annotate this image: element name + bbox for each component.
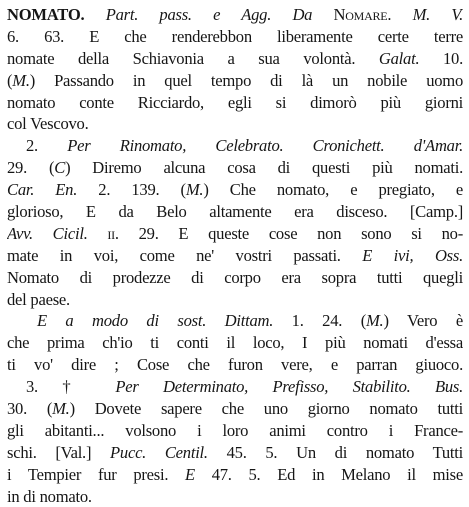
italic-text: Car. En. bbox=[7, 180, 78, 200]
bold-text: NOMATO. bbox=[7, 5, 85, 24]
entry-line bbox=[7, 70, 463, 92]
plain-text: ) Che nomato, e pregiato, e bbox=[203, 180, 463, 200]
entry-line bbox=[7, 223, 463, 245]
italic-text: M. bbox=[12, 70, 30, 90]
plain-text: del paese. bbox=[7, 289, 70, 309]
plain-text: i Tempier fur presi. bbox=[7, 464, 186, 484]
plain-text: in di nomato. bbox=[7, 486, 92, 506]
plain-text: 29. ( bbox=[7, 158, 55, 178]
entry-line bbox=[7, 4, 463, 26]
italic-text: M. bbox=[52, 399, 70, 419]
plain-text: col Vescovo. bbox=[7, 114, 89, 134]
entry-line bbox=[7, 332, 463, 354]
entry-line bbox=[7, 310, 463, 332]
plain-text: 3. † bbox=[26, 377, 116, 397]
plain-text: 6. 63. E che renderebbon liberamente certe terre bbox=[7, 26, 463, 46]
italic-text: E a modo di sost. Dittam. bbox=[37, 311, 274, 331]
entry-line bbox=[7, 486, 463, 507]
entry-line bbox=[7, 201, 463, 223]
italic-text: M. V. bbox=[412, 5, 463, 24]
entry-line bbox=[7, 135, 463, 157]
plain-text bbox=[84, 5, 105, 24]
plain-text: nomate della Schiavonia a sua volontà. bbox=[7, 48, 379, 68]
entry-line bbox=[7, 376, 463, 398]
plain-text: ti vo' dire ; Cose che furon vere, e parran giuoco. bbox=[7, 355, 463, 375]
plain-text: Nomato di prodezze di corpo era sopra tutti quegli bbox=[7, 267, 463, 287]
entry-line bbox=[7, 92, 463, 114]
plain-text: gli abitanti... volsono i loro animi contro i France- bbox=[7, 420, 463, 440]
italic-text: E bbox=[185, 464, 195, 484]
italic-text: Part. pass. e Agg. Da bbox=[105, 5, 334, 24]
plain-text: ( bbox=[7, 70, 13, 90]
plain-text: mate in voi, come ne' vostri passati. bbox=[7, 245, 363, 265]
entry-line bbox=[7, 354, 463, 376]
plain-text: . 29. E queste cose non sono si no- bbox=[114, 223, 463, 243]
italic-text: Pucc. Centil. bbox=[110, 442, 208, 462]
smallcaps-text: ii bbox=[107, 223, 115, 243]
plain-text: 47. 5. Ed in Melano il mise bbox=[194, 464, 463, 484]
entry-line bbox=[7, 26, 463, 48]
plain-text: 45. 5. Un di nomato Tutti bbox=[207, 442, 463, 462]
entry-line bbox=[7, 245, 463, 267]
plain-text: che prima ch'io ti conti il loco, I più nomati d'essa bbox=[7, 333, 463, 353]
plain-text: nomato conte Ricciardo, egli si dimorò più giorni bbox=[7, 92, 463, 112]
plain-text: 30. ( bbox=[7, 399, 53, 419]
entry-line bbox=[7, 179, 463, 201]
entry-line bbox=[7, 420, 463, 442]
plain-text: . bbox=[387, 5, 413, 24]
entry-line bbox=[7, 48, 463, 70]
entry-line bbox=[7, 289, 463, 311]
plain-text: 2. 139. ( bbox=[77, 180, 186, 200]
italic-text: Per Determinato, Prefisso, Stabilito. Bus. bbox=[115, 377, 463, 397]
plain-text: 2. bbox=[26, 136, 68, 156]
entry-line bbox=[7, 113, 463, 135]
plain-text: glorioso, E da Belo altamente era disceso. [Camp.] bbox=[7, 202, 463, 222]
plain-text: schi. [Val.] bbox=[7, 442, 111, 462]
italic-text: Per Rinomato, Celebrato. Cronichett. d'Amar. bbox=[67, 136, 463, 156]
italic-text: Galat. bbox=[378, 48, 420, 68]
plain-text: ) Dovete sapere che uno giorno nomato tutti bbox=[69, 399, 463, 419]
italic-text: C bbox=[54, 158, 66, 178]
plain-text: ) Vero è bbox=[383, 311, 463, 331]
entry-line bbox=[7, 464, 463, 486]
plain-text: 10. bbox=[419, 48, 463, 68]
italic-text: M. bbox=[365, 311, 384, 331]
italic-text: Avv. Cicil. bbox=[7, 223, 88, 243]
entry-line bbox=[7, 442, 463, 464]
plain-text: 1. 24. ( bbox=[273, 311, 366, 331]
plain-text: ) Diremo alcuna cosa di questi più nomati. bbox=[65, 158, 463, 178]
entry-line bbox=[7, 267, 463, 289]
plain-text: ) Passando in quel tempo di là un nobile uomo bbox=[29, 70, 463, 90]
smallcaps-text: Nomare bbox=[333, 5, 388, 24]
italic-text: E ivi, Oss. bbox=[362, 245, 463, 265]
italic-text: M. bbox=[185, 180, 204, 200]
plain-text bbox=[88, 224, 108, 243]
entry-line bbox=[7, 398, 463, 420]
entry-line bbox=[7, 157, 463, 179]
